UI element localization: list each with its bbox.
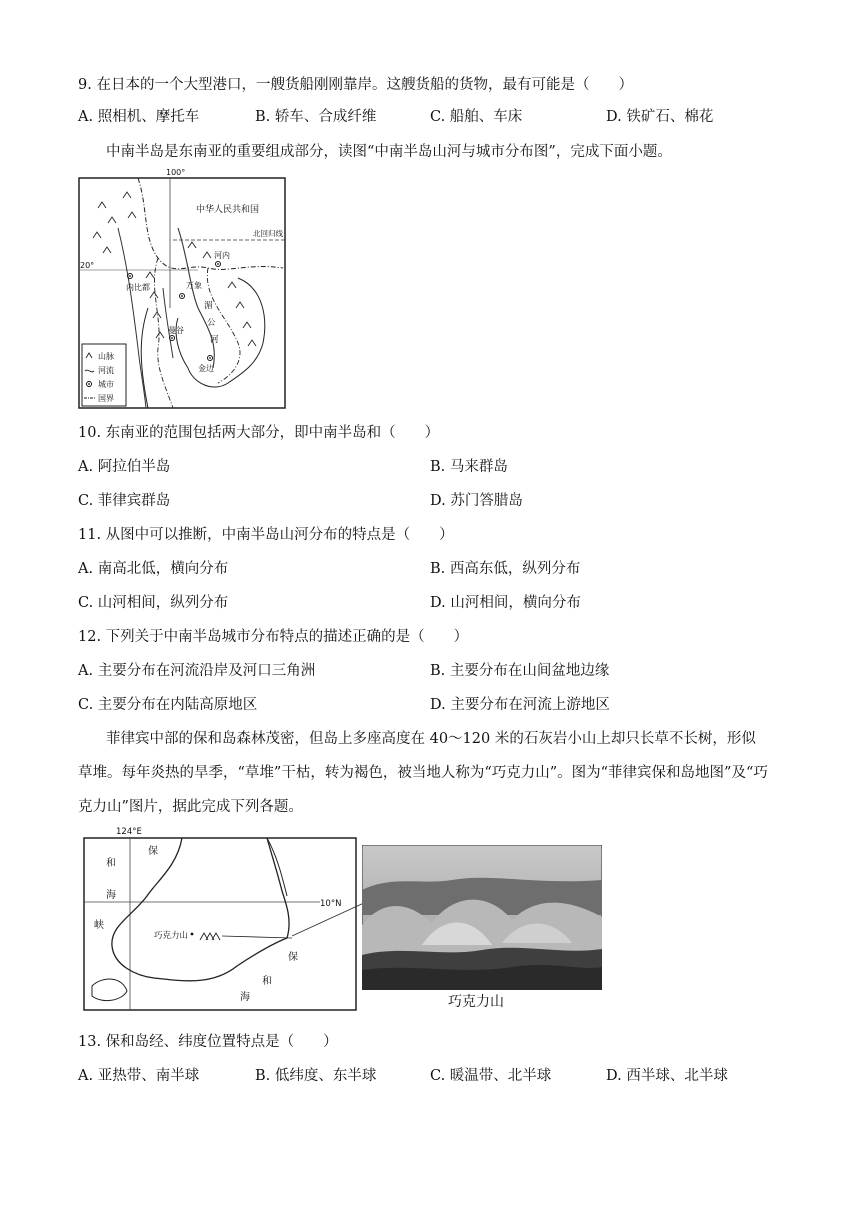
svg-text:万象: 万象 bbox=[186, 281, 202, 290]
map2-hills-label: 巧克力山 bbox=[154, 931, 189, 941]
chocolate-hills-photo bbox=[362, 845, 602, 990]
map2-sea-right-2: 和 bbox=[262, 976, 272, 987]
map2-sea-right-1: 保 bbox=[288, 952, 298, 963]
question-9-stem: 9. 在日本的一个大型港口，一艘货船刚刚靠岸。这艘货船的货物，最有可能是（ ） bbox=[78, 77, 633, 93]
intro-paragraph-2-line-1: 菲律宾中部的保和岛森林茂密，但岛上多座高度在 40～120 米的石灰岩小山上却只长草不长树，形似 bbox=[106, 731, 756, 747]
q11-option-a[interactable]: A. 南高北低，横向分布 bbox=[78, 561, 229, 577]
question-11-stem: 11. 从图中可以推断，中南半岛山河分布的特点是（ ） bbox=[78, 527, 454, 543]
q12-option-a[interactable]: A. 主要分布在河流沿岸及河口三角洲 bbox=[78, 663, 316, 679]
q12-option-b[interactable]: B. 主要分布在山间盆地边缘 bbox=[430, 663, 610, 679]
map2-lat-label: 10°N bbox=[320, 899, 342, 909]
q9-option-c[interactable]: C. 船舶、车床 bbox=[430, 109, 523, 125]
q10-option-b[interactable]: B. 马来群岛 bbox=[430, 459, 508, 475]
map1-lat-label: 20° bbox=[80, 261, 95, 270]
q11-option-c[interactable]: C. 山河相间，纵列分布 bbox=[78, 595, 229, 611]
map2-sea-left-3: 峡 bbox=[94, 920, 104, 931]
map2-sea-left-1: 和 bbox=[106, 858, 116, 869]
svg-text:河内: 河内 bbox=[214, 251, 230, 260]
q12-option-c[interactable]: C. 主要分布在内陆高原地区 bbox=[78, 697, 258, 713]
q11-option-b[interactable]: B. 西高东低，纵列分布 bbox=[430, 561, 581, 577]
intro-paragraph-2-line-3: 克力山”图片，据此完成下列各题。 bbox=[78, 799, 303, 815]
river-label-2: 公 bbox=[207, 318, 216, 328]
question-13-stem: 13. 保和岛经、纬度位置特点是（ ） bbox=[78, 1034, 338, 1050]
q13-option-a[interactable]: A. 亚热带、南半球 bbox=[78, 1068, 200, 1084]
q13-option-c[interactable]: C. 暖温带、北半球 bbox=[430, 1068, 552, 1084]
intro-paragraph-2-line-2: 草堆。每年炎热的旱季，“草堆”干枯，转为褐色，被当地人称为“巧克力山”。图为“菲律宾保和岛地图”及“巧 bbox=[78, 765, 768, 781]
river-label-1: 湄 bbox=[204, 301, 213, 311]
indochina-map bbox=[78, 168, 290, 410]
map1-country-label: 中华人民共和国 bbox=[196, 205, 260, 215]
river-label-3: 河 bbox=[210, 335, 219, 345]
svg-text:河流: 河流 bbox=[98, 366, 114, 375]
q9-option-a[interactable]: A. 照相机、摩托车 bbox=[78, 109, 200, 125]
map1-tropic-label: 北回归线 bbox=[253, 229, 283, 238]
svg-text:曼谷: 曼谷 bbox=[168, 326, 184, 335]
map2-sea-left-2: 海 bbox=[106, 890, 116, 901]
q10-option-a[interactable]: A. 阿拉伯半岛 bbox=[78, 459, 171, 475]
map1-legend bbox=[82, 344, 126, 406]
svg-text:山脉: 山脉 bbox=[98, 352, 114, 361]
map2-sea-top: 保 bbox=[148, 846, 158, 857]
svg-text:金边: 金边 bbox=[198, 364, 214, 373]
connector-line bbox=[292, 900, 366, 940]
map2-lon-label: 124°E bbox=[116, 827, 142, 837]
q11-option-d[interactable]: D. 山河相间，横向分布 bbox=[430, 595, 581, 611]
svg-text:城市: 城市 bbox=[98, 380, 114, 389]
photo-caption: 巧克力山 bbox=[448, 994, 504, 1010]
question-10-stem: 10. 东南亚的范围包括两大部分，即中南半岛和（ ） bbox=[78, 425, 440, 441]
q10-option-c[interactable]: C. 菲律宾群岛 bbox=[78, 493, 171, 509]
q9-option-d[interactable]: D. 铁矿石、棉花 bbox=[606, 109, 714, 125]
q13-option-d[interactable]: D. 西半球、北半球 bbox=[606, 1068, 728, 1084]
svg-text:国界: 国界 bbox=[98, 394, 114, 403]
map1-lon-label: 100° bbox=[166, 168, 186, 177]
q13-option-b[interactable]: B. 低纬度、东半球 bbox=[255, 1068, 377, 1084]
q12-option-d[interactable]: D. 主要分布在河流上游地区 bbox=[430, 697, 610, 713]
question-12-stem: 12. 下列关于中南半岛城市分布特点的描述正确的是（ ） bbox=[78, 629, 469, 645]
svg-text:内比都: 内比都 bbox=[126, 283, 150, 292]
map2-sea-right-3: 海 bbox=[240, 992, 250, 1003]
q10-option-d[interactable]: D. 苏门答腊岛 bbox=[430, 493, 523, 509]
q9-option-b[interactable]: B. 轿车、合成纤维 bbox=[255, 109, 377, 125]
intro-paragraph-1: 中南半岛是东南亚的重要组成部分，读图“中南半岛山河与城市分布图”，完成下面小题。 bbox=[106, 144, 672, 160]
